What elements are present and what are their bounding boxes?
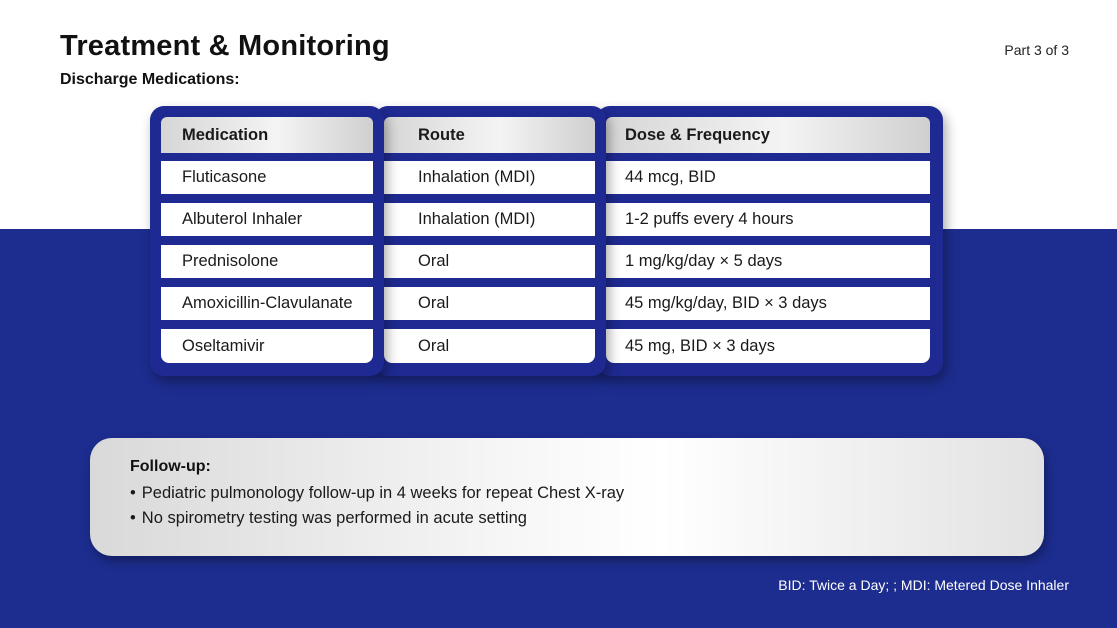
- followup-title: Follow-up:: [130, 458, 211, 475]
- followup-item: [130, 484, 1044, 503]
- route-column: [374, 106, 606, 376]
- table-cell-route: Oral: [384, 287, 595, 320]
- column-header-dose-frequency: Dose & Frequency: [606, 117, 930, 153]
- table-cell-route: Oral: [384, 245, 595, 278]
- table-cell-dose: 44 mcg, BID: [606, 161, 930, 194]
- bullet-icon: •: [130, 484, 136, 502]
- column-header-medication: Medication: [161, 117, 373, 153]
- table-cell-medication: Fluticasone: [161, 161, 373, 194]
- followup-item-text: Pediatric pulmonology follow-up in 4 weeks for repeat Chest X-ray: [141, 484, 625, 502]
- followup-item: [130, 509, 1044, 528]
- dose-frequency-column: [596, 106, 943, 376]
- table-cell-dose: 1 mg/kg/day × 5 days: [606, 245, 930, 278]
- table-cell-medication: Amoxicillin-Clavulanate: [161, 287, 373, 320]
- table-cell-medication: Albuterol Inhaler: [161, 203, 373, 236]
- medication-column: [150, 106, 384, 376]
- table-cell-medication: Oseltamivir: [161, 329, 373, 363]
- part-indicator: Part 3 of 3: [1004, 42, 1069, 58]
- abbreviations-footnote: BID: Twice a Day; ; MDI: Metered Dose Inhaler: [778, 577, 1069, 593]
- table-cell-route: Inhalation (MDI): [384, 203, 595, 236]
- column-header-route: Route: [384, 117, 595, 153]
- table-cell-dose: 45 mg, BID × 3 days: [606, 329, 930, 363]
- table-cell-route: Oral: [384, 329, 595, 363]
- bullet-icon: •: [130, 509, 136, 527]
- section-subtitle: Discharge Medications:: [60, 71, 240, 88]
- table-cell-route: Inhalation (MDI): [384, 161, 595, 194]
- followup-item-text: No spirometry testing was performed in acute setting: [141, 509, 527, 527]
- table-cell-dose: 1-2 puffs every 4 hours: [606, 203, 930, 236]
- table-cell-dose: 45 mg/kg/day, BID × 3 days: [606, 287, 930, 320]
- table-cell-medication: Prednisolone: [161, 245, 373, 278]
- page-title: Treatment & Monitoring: [60, 30, 390, 62]
- followup-panel: [90, 438, 1044, 556]
